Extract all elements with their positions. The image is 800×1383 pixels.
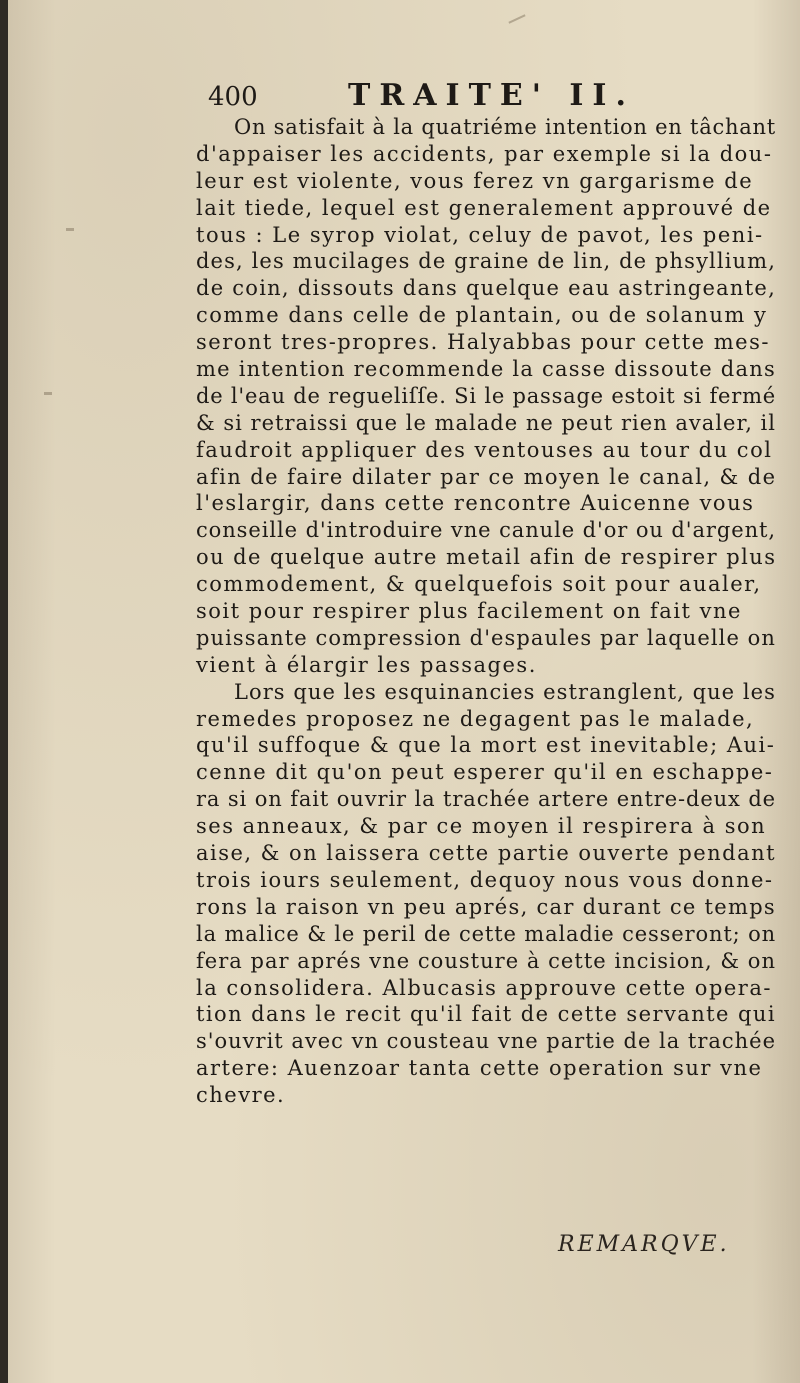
text-line: tion dans le recit qu'il fait de cette servante qui bbox=[196, 1002, 776, 1027]
text-line: conseille d'introduire vne canule d'or ou d'argent, bbox=[196, 518, 776, 543]
text-line: aise, & on laissera cette partie ouverte pendant bbox=[196, 841, 776, 866]
text-line: me intention recommende la casse dissoute dans bbox=[196, 357, 776, 382]
page-header bbox=[208, 78, 768, 114]
text-line: ra si on fait ouvrir la trachée artere entre-deux de bbox=[196, 787, 776, 812]
text-line: tous : Le syrop violat, celuy de pavot, les peni- bbox=[196, 222, 764, 247]
text-line: trois iours seulement, dequoy nous vous donne- bbox=[196, 867, 774, 892]
text-line: qu'il suffoque & que la mort est inevitable; Aui- bbox=[196, 733, 776, 758]
text-line: seront tres-propres. Halyabbas pour cette mes- bbox=[196, 330, 770, 355]
body-text bbox=[176, 114, 776, 1109]
text-line: commodement, & quelquefois soit pour aualer, bbox=[196, 572, 762, 597]
text-line: soit pour respirer plus facilement on fait vne bbox=[196, 599, 742, 624]
catchword: REMARQVE. bbox=[558, 1232, 730, 1257]
text-line: leur est violente, vous ferez vn gargarisme de bbox=[196, 168, 754, 193]
text-line: vient à élargir les passages. bbox=[196, 652, 537, 677]
text-line: de l'eau de regueliſſe. Si le passage estoit si fermé bbox=[196, 383, 776, 408]
text-line: des, les mucilages de graine de lin, de phsyllium, bbox=[196, 249, 776, 274]
paper-mark bbox=[508, 14, 525, 23]
text-line: fera par aprés vne cousture à cette incision, & on bbox=[196, 948, 776, 973]
page-number: 400 bbox=[208, 82, 258, 112]
running-title: TRAITE' II. bbox=[348, 78, 635, 113]
text-line: rons la raison vn peu aprés, car durant ce temps bbox=[196, 894, 776, 919]
text-line: cenne dit qu'on peut esperer qu'il en eschappe- bbox=[196, 760, 774, 785]
text-line: puissante compression d'espaules par laquelle on bbox=[196, 625, 776, 650]
text-line: artere: Auenzoar tanta cette operation sur vne bbox=[196, 1056, 763, 1081]
text-line: comme dans celle de plantain, ou de solanum y bbox=[196, 303, 768, 328]
paper-mark bbox=[66, 228, 74, 231]
text-line: faudroit appliquer des ventouses au tour du col bbox=[196, 437, 773, 462]
text-line: lait tiede, lequel est generalement approuvé de bbox=[196, 195, 772, 220]
book-page bbox=[8, 0, 800, 1383]
text-line: l'eslargir, dans cette rencontre Auicenne vous bbox=[196, 491, 755, 516]
text-line: afin de faire dilater par ce moyen le canal, & de bbox=[196, 464, 776, 489]
paper-mark bbox=[44, 392, 52, 395]
paragraph bbox=[176, 114, 776, 679]
text-line: ou de quelque autre metail afin de respirer plus bbox=[196, 545, 776, 570]
text-line: la malice & le peril de cette maladie cesseront; on bbox=[196, 921, 776, 946]
text-line: remedes proposez ne degagent pas le malade, bbox=[196, 706, 755, 731]
text-line: la consolidera. Albucasis approuve cette opera- bbox=[196, 975, 772, 1000]
text-line: On satisfait à la quatriéme intention en tâchant bbox=[234, 115, 776, 139]
text-line: d'appaiser les accidents, par exemple si la dou- bbox=[196, 141, 773, 166]
text-line: s'ouvrit avec vn cousteau vne partie de la trachée bbox=[196, 1029, 776, 1054]
text-line: de coin, dissouts dans quelque eau astringeante, bbox=[196, 276, 776, 301]
paragraph bbox=[176, 679, 776, 1109]
text-line: Lors que les esquinancies estranglent, que les bbox=[234, 679, 776, 704]
text-line: & si retraissi que le malade ne peut rien avaler, il bbox=[196, 410, 776, 435]
text-line: ses anneaux, & par ce moyen il respirera à son bbox=[196, 814, 767, 839]
text-line: chevre. bbox=[196, 1083, 286, 1108]
